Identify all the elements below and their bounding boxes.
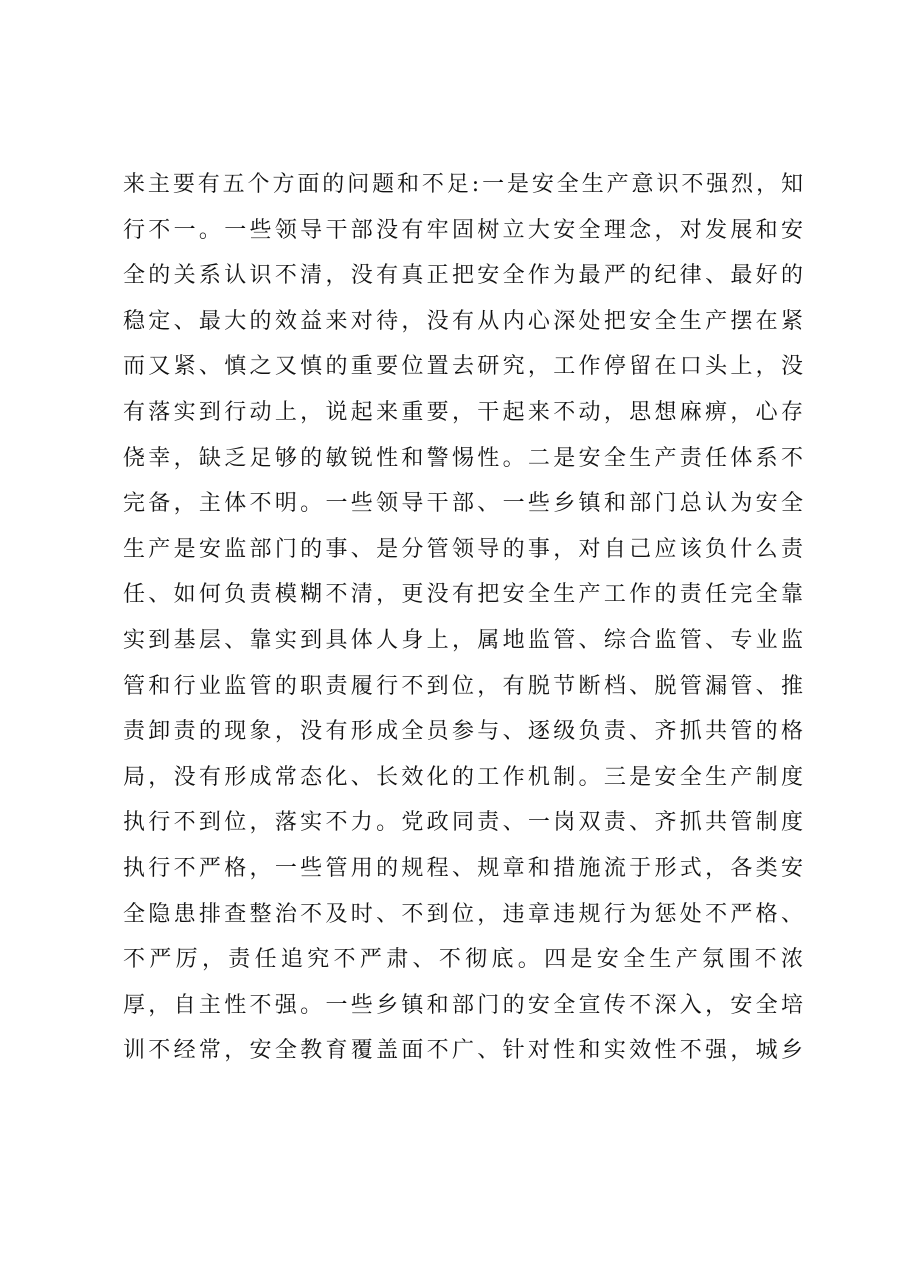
text-line: 责卸责的现象，没有形成全员参与、逐级负责、齐抓共管的格 [123, 719, 803, 745]
text-line: 稳定、最大的效益来对待，没有从内心深处把安全生产摆在紧 [123, 308, 803, 334]
text-line: 完备，主体不明。一些领导干部、一些乡镇和部门总认为安全 [123, 491, 803, 517]
text-line: 厚，自主性不强。一些乡镇和部门的安全宣传不深入，安全培 [123, 992, 803, 1018]
text-line: 全隐患排查整治不及时、不到位，违章违规行为惩处不严格、 [123, 901, 803, 927]
text-line: 实到基层、靠实到具体人身上，属地监管、综合监管、专业监 [123, 627, 803, 653]
text-line: 生产是安监部门的事、是分管领导的事，对自己应该负什么责 [123, 536, 803, 562]
text-line: 来主要有五个方面的问题和不足:一是安全生产意识不强烈，知 [123, 172, 803, 197]
text-line: 行不一。一些领导干部没有牢固树立大安全理念，对发展和安 [123, 217, 803, 243]
text-line: 不严厉，责任追究不严肃、不彻底。四是安全生产氛围不浓 [123, 947, 803, 973]
text-line: 任、如何负责模糊不清，更没有把安全生产工作的责任完全靠 [123, 582, 803, 608]
text-line: 有落实到行动上，说起来重要，干起来不动，思想麻痹，心存 [123, 399, 803, 425]
text-line: 局，没有形成常态化、长效化的工作机制。三是安全生产制度 [123, 764, 803, 790]
text-line: 而又紧、慎之又慎的重要位置去研究，工作停留在口头上，没 [123, 354, 803, 380]
text-line: 执行不严格，一些管用的规程、规章和措施流于形式，各类安 [123, 855, 803, 881]
text-line: 训不经常，安全教育覆盖面不广、针对性和实效性不强，城乡 [123, 1038, 803, 1064]
body-paragraph [123, 162, 803, 1074]
text-line: 全的关系认识不清，没有真正把安全作为最严的纪律、最好的 [123, 263, 803, 289]
text-line: 管和行业监管的职责履行不到位，有脱节断档、脱管漏管、推 [123, 673, 803, 699]
text-line: 执行不到位，落实不力。党政同责、一岗双责、齐抓共管制度 [123, 810, 803, 836]
text-line: 侥幸，缺乏足够的敏锐性和警惕性。二是安全生产责任体系不 [123, 445, 803, 471]
